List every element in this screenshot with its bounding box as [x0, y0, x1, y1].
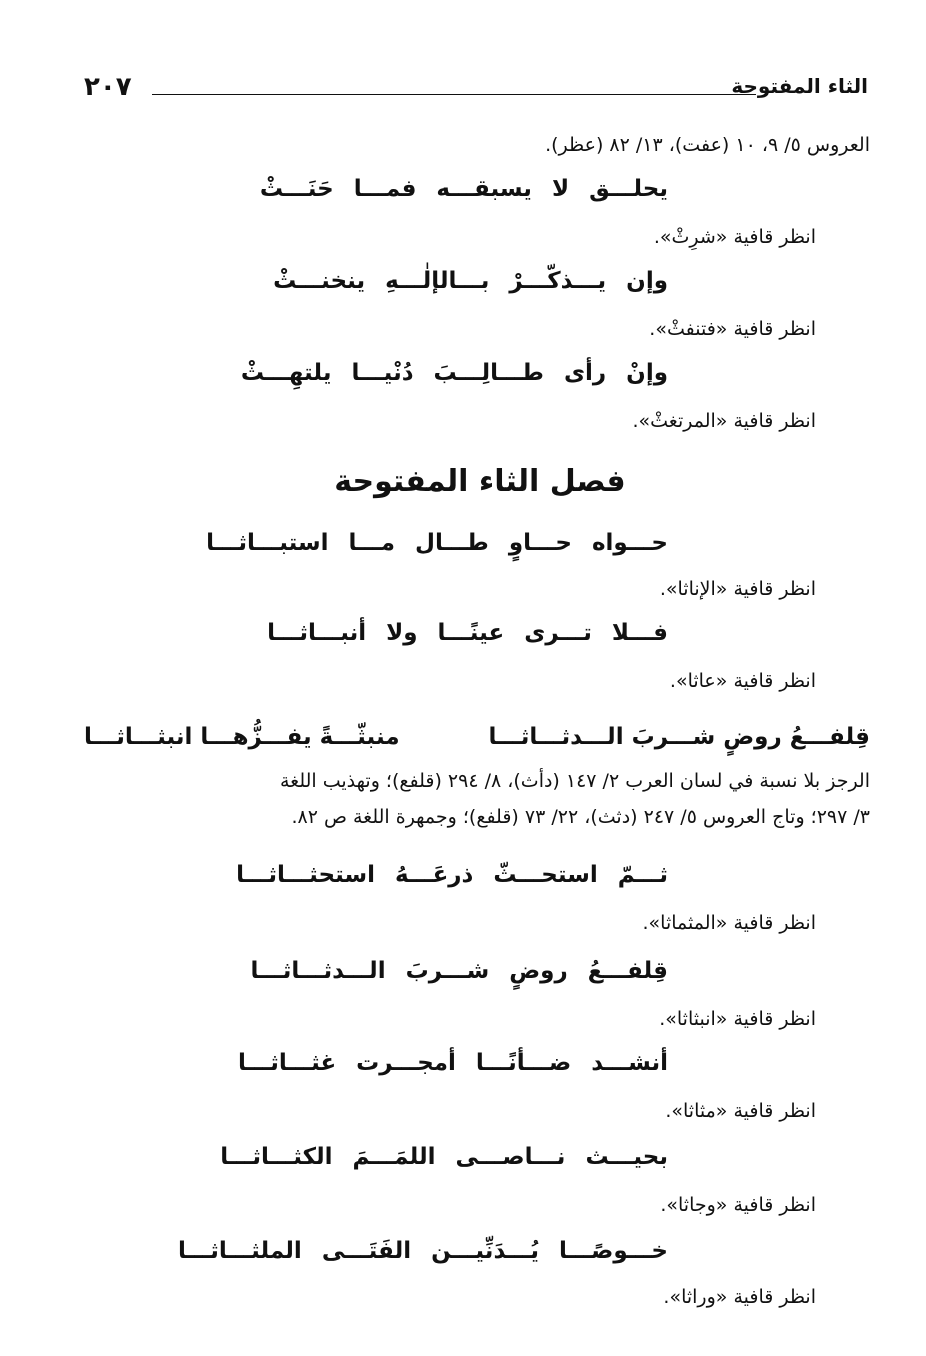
source-paragraph-line: الرجز بلا نسبة في لسان العرب ٢/ ١٤٧ (دأث)، ٨/ ٢٩٤ (قلفع)؛ وتهذيب اللغة	[279, 770, 870, 792]
verse-line: أنشـــد ضـــأنًـــا أمجـــرت غثـــاثـــا	[238, 1050, 668, 1076]
verse-line: وإن يـــذكّـــرْ بـــالإلٰـــهِ ينخنـــثْ	[273, 268, 668, 294]
cross-reference: انظر قافية «المرتغثْ».	[632, 410, 816, 432]
verse-line: فـــلا تـــرى عينًـــا ولا أنبـــاثـــا	[267, 620, 668, 646]
verse-line: حـــواه حـــاوٍ طـــال مـــا استبـــاثـــا	[206, 530, 668, 556]
hemistich-right: قِلفـــعُ روضٍ شـــربَ الـــدثـــاثـــا	[488, 724, 870, 750]
cross-reference: انظر قافية «عاثا».	[669, 670, 816, 692]
top-reference: العروس ٥/ ٩، ١٠ (عفت)، ١٣/ ٨٢ (عظر).	[545, 134, 870, 156]
cross-reference: انظر قافية «وجاثا».	[660, 1194, 816, 1216]
cross-reference: انظر قافية «فتنفثْ».	[649, 318, 816, 340]
hemistich-left: منبثّـــةً يفـــزُّهـــا انبثـــاثـــا	[84, 724, 400, 750]
page-number: ٢٠٧	[84, 72, 132, 102]
couplet	[84, 724, 870, 758]
cross-reference: انظر قافية «وراثا».	[663, 1286, 816, 1308]
verse-line: يحلـــق لا يسبقـــه فمـــا حَنَـــثْ	[259, 176, 668, 202]
cross-reference: انظر قافية «مثاثا».	[665, 1100, 816, 1122]
cross-reference: انظر قافية «الإناثا».	[659, 578, 816, 600]
source-paragraph-line: ٣/ ٢٩٧؛ وتاج العروس ٥/ ٢٤٧ (دثث)، ٢٢/ ٧٣ (قلفع)؛ وجمهرة اللغة ص ٨٢.	[291, 806, 870, 828]
running-title: الثاء المفتوحة	[731, 74, 868, 98]
cross-reference: انظر قافية «انبثاثا».	[659, 1008, 816, 1030]
section-title: فصل الثاء المفتوحة	[334, 464, 626, 499]
cross-reference: انظر قافية «المثماثا».	[642, 912, 816, 934]
verse-line: قِلفـــعُ روضٍ شـــربَ الـــدثـــاثـــا	[250, 958, 668, 984]
header-rule	[152, 94, 756, 95]
verse-line: ثـــمّ استحـــثّ ذرعَـــهُ استحثـــاثـــا	[236, 862, 668, 888]
verse-line: وإنْ رأى طـــالِـــبَ دُنْيـــا يلتهِـــثْ	[240, 360, 668, 386]
verse-line: بحيـــث نـــاصـــى اللمَـــمَ الكثـــاثـــا	[220, 1144, 668, 1170]
cross-reference: انظر قافية «شرِثْ».	[653, 226, 816, 248]
page-header	[84, 72, 868, 106]
verse-line: خـــوصًـــا يُـــدَنِّيـــن الفَتَـــى الملثـــاثـــا	[178, 1238, 668, 1264]
